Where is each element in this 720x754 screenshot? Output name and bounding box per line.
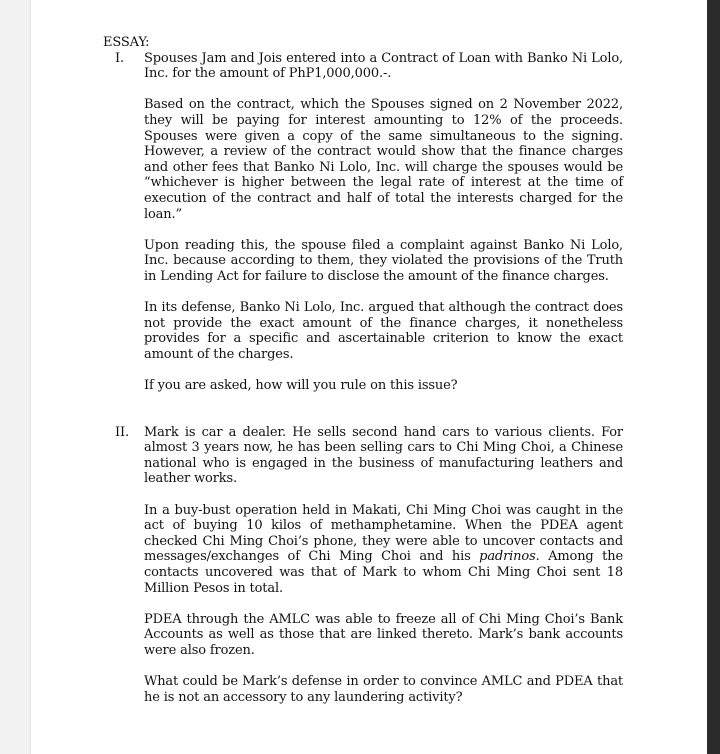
question-1-paragraph-2: Based on the contract, which the Spouses signed on 2 November 2022, they will be paying for interest amounting to 12% of the proceeds. Spouses were given a copy of the same simultaneous to the signing. However, a review of the contract would show that the finance charges and other fees that Banko Ni Lolo, Inc. will charge the spouses would be “whichever is higher between the legal rate of interest at the time of execution of the contract and half of total the interests charged for the loan.”	[144, 97, 623, 222]
question-2	[103, 425, 623, 706]
question-1-number: I.	[115, 50, 124, 66]
question-2-number: II.	[115, 424, 129, 440]
left-margin-strip	[0, 0, 31, 754]
question-2-paragraph-1: Mark is car a dealer. He sells second hand cars to various clients. For almost 3 years now, he has been selling cars to Chi Ming Choi, a Chinese national who is engaged in the business of manufacturing leathers and leather works.	[144, 424, 623, 487]
question-2-paragraph-4: What could be Mark’s defense in order to convince AMLC and PDEA that he is not an accessory to any laundering activity?	[144, 674, 623, 705]
question-2-paragraph-3: PDEA through the AMLC was able to freeze all of Chi Ming Choi’s Bank Accounts as well as those that are linked thereto. Mark’s bank accounts were also frozen.	[144, 611, 623, 658]
question-1	[103, 51, 623, 394]
essay-heading: ESSAY:	[103, 35, 150, 50]
question-2-paragraph-2: In a buy-bust operation held in Makati, Chi Ming Choi was caught in the act of buying 10 kilos of methamphetamine. When the PDEA agent checked Chi Ming Choi’s phone, they were able to uncover contacts and messages/exchanges of Chi Ming Choi and his padrinos. Among the contacts uncovered was that of Mark to whom Chi Ming Choi sent 18 Million Pesos in total.	[144, 502, 623, 596]
question-1-paragraph-5: If you are asked, how will you rule on this issue?	[144, 378, 458, 394]
question-1-paragraph-3: Upon reading this, the spouse filed a complaint against Banko Ni Lolo, Inc. because according to them, they violated the provisions of the Truth in Lending Act for failure to disclose the amount of the finance charges.	[144, 237, 623, 284]
right-edge-bar	[707, 0, 720, 754]
question-1-paragraph-4: In its defense, Banko Ni Lolo, Inc. argued that although the contract does not provide the exact amount of the finance charges, it nonetheless provides for a specific and ascertainable criterion to know the exact amount of the charges.	[144, 300, 623, 362]
question-1-paragraph-1: Spouses Jam and Jois entered into a Contract of Loan with Banko Ni Lolo, Inc. for the amount of PhP1,000,000.-.	[144, 50, 623, 82]
document-page	[103, 35, 623, 705]
